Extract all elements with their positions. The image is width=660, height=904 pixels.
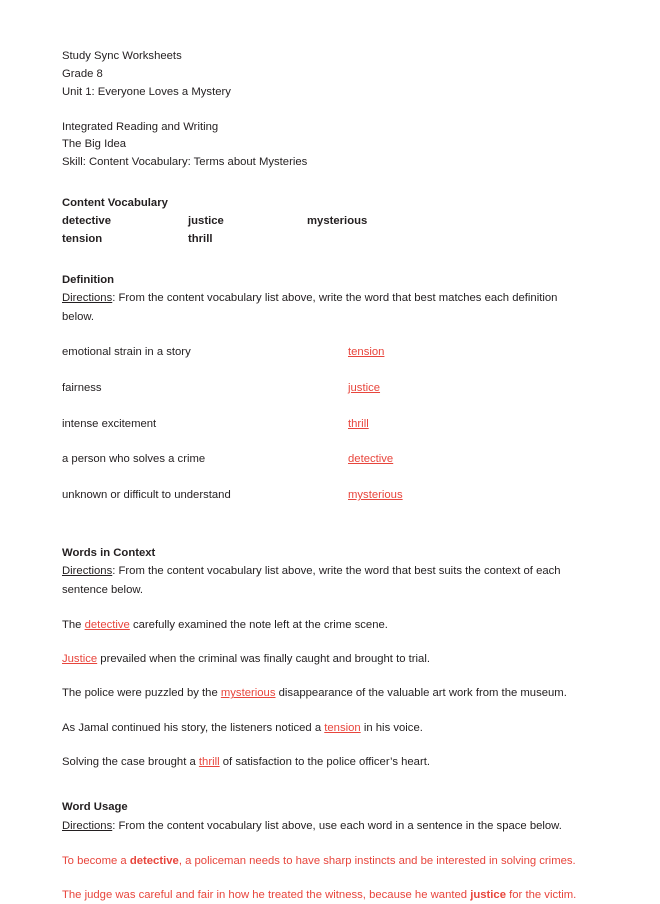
directions-label: Directions	[62, 819, 113, 832]
definition-list	[62, 343, 580, 504]
sentence-before: To become a	[62, 854, 130, 867]
definition-prompt: a person who solves a crime	[62, 453, 206, 466]
directions-text: : From the content vocabulary list above, write the word that best matches each definition below.	[62, 292, 558, 323]
header-line-unit: Unit 1: Everyone Loves a Mystery	[62, 85, 231, 98]
word-usage-list	[62, 852, 580, 904]
spacer	[62, 835, 580, 852]
definition-answer: tension	[348, 345, 385, 358]
sentence-after: in his voice.	[360, 721, 423, 734]
sentence-before: The	[62, 618, 85, 631]
context-sentence	[62, 719, 580, 737]
spacer	[62, 787, 580, 798]
definition-row	[62, 486, 580, 504]
directions-text: : From the content vocabulary list above, write the word that best suits the context of each sentence below.	[62, 565, 561, 596]
context-answer: Justice	[62, 653, 98, 666]
vocabulary-word: detective	[62, 215, 111, 228]
vocabulary-row	[62, 213, 580, 231]
definition-prompt: fairness	[62, 381, 102, 394]
definition-section-heading: Definition	[62, 274, 115, 287]
definition-row	[62, 415, 580, 433]
spacer	[62, 102, 580, 119]
definition-row	[62, 450, 580, 468]
words-in-context-heading: Words in Context	[62, 546, 156, 559]
vocabulary-word: tension	[62, 233, 103, 246]
sentence-after: carefully examined the note left at the crime scene.	[129, 618, 388, 631]
spacer	[62, 326, 580, 343]
definition-answer: detective	[348, 453, 394, 466]
context-sentence	[62, 753, 580, 771]
context-answer: mysterious	[220, 687, 276, 700]
content-vocabulary-heading: Content Vocabulary	[62, 197, 168, 210]
definition-answer: justice	[348, 381, 381, 394]
usage-word: detective	[129, 854, 179, 867]
subheader-line-bigidea: The Big Idea	[62, 138, 127, 151]
directions-text: : From the content vocabulary list above, use each word in a sentence in the space below.	[112, 819, 562, 832]
words-in-context-directions	[62, 562, 580, 599]
usage-word: justice	[470, 889, 506, 902]
sentence-after: , a policeman needs to have sharp instincts and be interested in solving crimes.	[178, 854, 576, 867]
directions-label: Directions	[62, 565, 113, 578]
context-sentence	[62, 684, 580, 702]
context-sentence-list	[62, 616, 580, 771]
sentence-after: prevailed when the criminal was finally caught and brought to trial.	[97, 653, 430, 666]
sentence-before: The judge was careful and fair in how he treated the witness, because he wanted	[62, 889, 471, 902]
sentence-after: disappearance of the valuable art work from the museum.	[275, 687, 567, 700]
word-usage-sentence	[62, 852, 580, 870]
sentence-before: Solving the case brought a	[62, 756, 199, 768]
subheader-line-skill: Skill: Content Vocabulary: Terms about Mysteries	[62, 156, 308, 169]
spacer	[62, 249, 580, 271]
definition-prompt: emotional strain in a story	[62, 345, 191, 358]
document-header	[62, 48, 580, 102]
context-answer: thrill	[198, 756, 220, 768]
sentence-after: of satisfaction to the police officer’s heart.	[219, 756, 431, 768]
vocabulary-row	[62, 231, 580, 249]
word-usage-sentence	[62, 886, 580, 904]
document-subheader	[62, 119, 580, 173]
spacer	[62, 522, 580, 544]
vocabulary-word: thrill	[188, 233, 213, 246]
subheader-line-strand: Integrated Reading and Writing	[62, 120, 219, 133]
sentence-before: As Jamal continued his story, the listeners noticed a	[62, 721, 325, 734]
word-usage-directions	[62, 817, 580, 835]
definition-answer: thrill	[348, 417, 369, 430]
definition-answer: mysterious	[348, 489, 403, 502]
context-answer: detective	[84, 618, 130, 631]
directions-label: Directions	[62, 292, 113, 305]
document-body	[62, 48, 580, 904]
vocabulary-word: mysterious	[307, 215, 368, 228]
context-sentence	[62, 650, 580, 668]
definition-row	[62, 343, 580, 361]
spacer	[62, 172, 580, 194]
context-sentence	[62, 616, 580, 634]
sentence-before: The police were puzzled by the	[62, 687, 221, 700]
definition-directions	[62, 289, 580, 326]
vocabulary-word	[307, 231, 580, 249]
word-usage-heading: Word Usage	[62, 801, 128, 814]
definition-prompt: intense excitement	[62, 417, 157, 430]
vocabulary-word: justice	[188, 215, 224, 228]
header-line-title: Study Sync Worksheets	[62, 50, 182, 62]
spacer	[62, 599, 580, 616]
definition-row	[62, 379, 580, 397]
header-line-grade: Grade 8	[62, 67, 103, 80]
sentence-after: for the victim.	[506, 889, 577, 902]
context-answer: tension	[324, 721, 361, 734]
definition-prompt: unknown or difficult to understand	[62, 489, 231, 502]
